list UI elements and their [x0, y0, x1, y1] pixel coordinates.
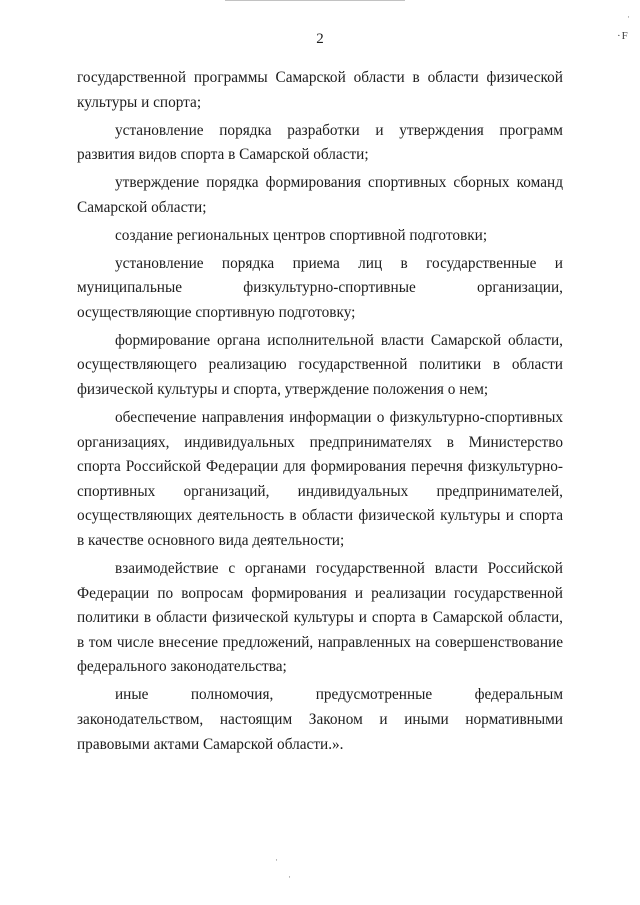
document-body	[77, 66, 563, 761]
paragraph-information-provision: обеспечение направления информации о физкультурно-спортивных организациях, индивидуальных предпринимателях в Министерство спорта Российской Федерации для формирования перечня физкультурно-спортивных организаций, индивидуальных предпринимателей, осуществляющих деятельность в области физической культуры и спорта в качестве основного вида деятельности;	[77, 409, 563, 550]
page-number: 2	[316, 31, 324, 47]
scan-top-edge	[225, 0, 405, 1]
paragraph-continuation: государственной программы Самарской области в области физической культуры и спорта;	[77, 69, 563, 111]
paragraph-sport-teams: утверждение порядка формирования спортивных сборных команд Самарской области;	[77, 174, 563, 216]
scan-speck: ·	[288, 872, 291, 882]
paragraph-executive-body: формирование органа исполнительной власти Самарской области, осуществляющего реализацию государственной политики в области физической культуры и спорта, утверждение положения о нем;	[77, 331, 563, 399]
paragraph-admission-order: установление порядка приема лиц в государственные и муниципальные физкультурно-спортивные организации, осуществляющие спортивную подготовку;	[77, 254, 563, 321]
paragraph-program-development: установление порядка разработки и утверждения программ развития видов спорта в Самарской области;	[77, 121, 563, 164]
paragraph-interaction: взаимодействие с органами государственной власти Российской Федерации по вопросам формирования и реализации государственной политики в области физической культуры и спорта в Самарской области, в том числе внесение предложений, направленных на совершенствование федерального законодательства;	[77, 560, 563, 676]
paragraph-other-powers: иные полномочия, предусмотренные федеральным законодательством, настоящим Законом и иными нормативными правовыми актами Самарской области.».	[77, 686, 563, 753]
paragraph-regional-centers: создание региональных центров спортивной подготовки;	[115, 226, 488, 244]
scan-speck: ·	[627, 12, 630, 22]
corner-mark: ·F	[617, 30, 629, 42]
scan-speck: ·	[275, 855, 278, 865]
